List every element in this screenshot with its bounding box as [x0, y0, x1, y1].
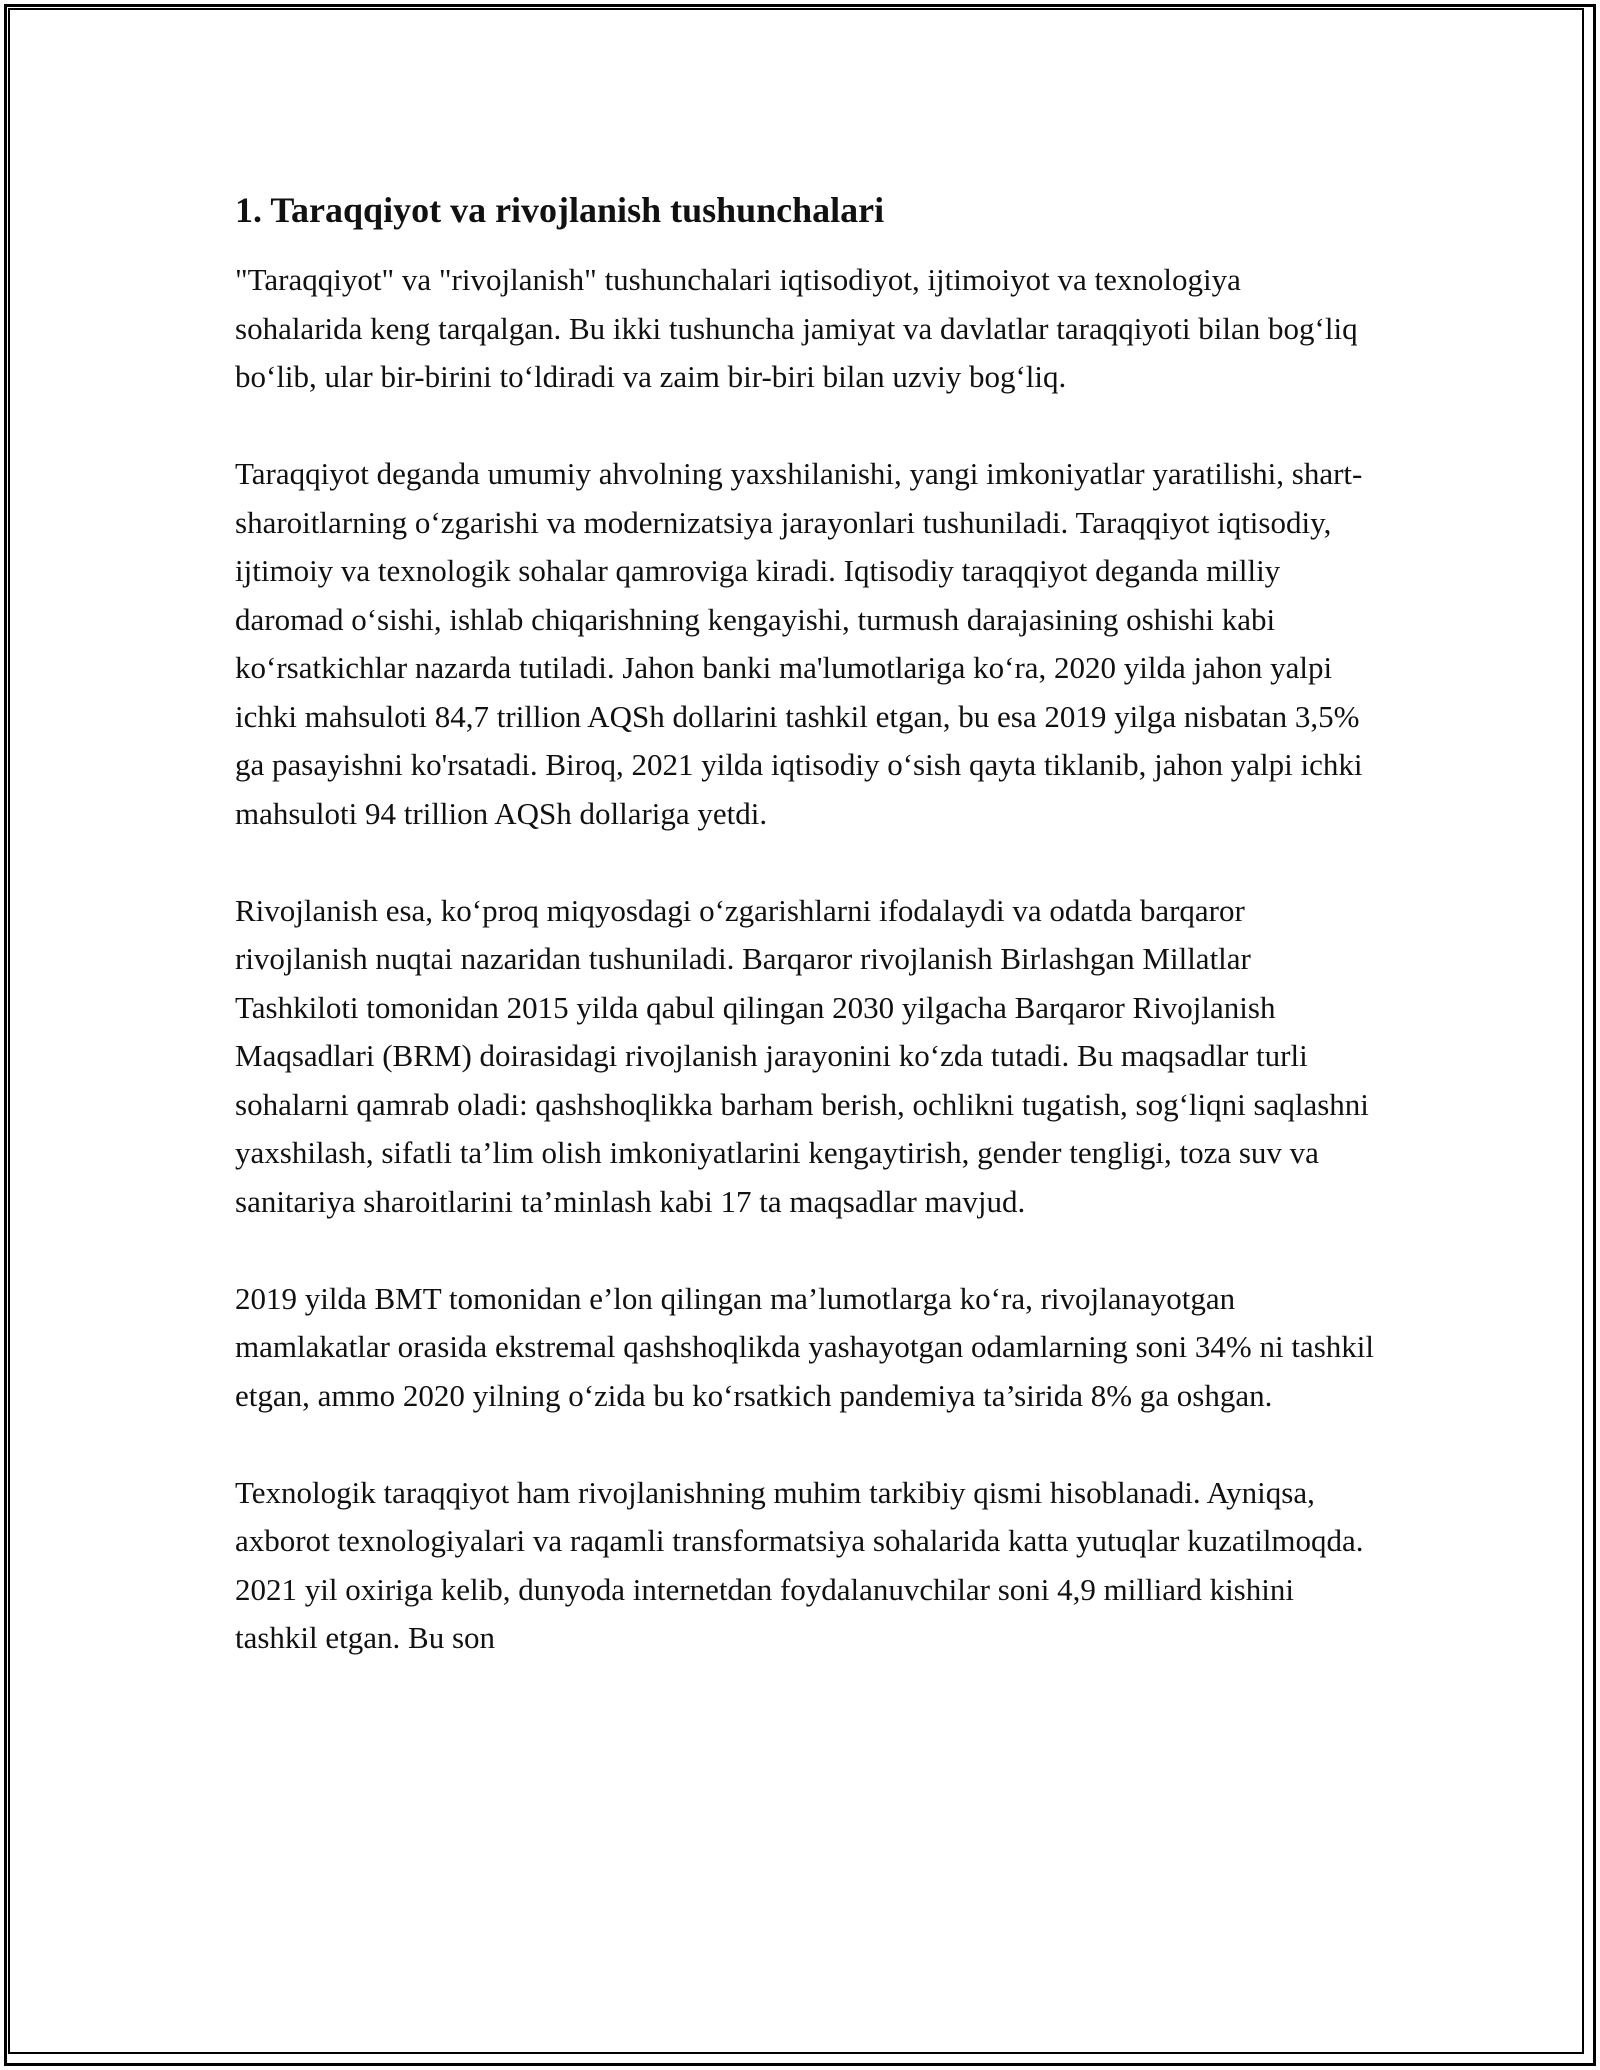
document-body [235, 186, 1375, 1663]
paragraph-2: Taraqqiyot deganda umumiy ahvolning yaxshilanishi, yangi imkoniyatlar yaratilishi, shart-sharoitlarning o‘zgarishi va modernizatsiya jarayonlari tushuniladi. Taraqqiyot iqtisodiy, ijtimoiy va texnologik sohalar qamroviga kiradi. Iqtisodiy taraqqiyot deganda milliy daromad o‘sishi, ishlab chiqarishning kengayishi, turmush darajasining oshishi kabi ko‘rsatkichlar nazarda tutiladi. Jahon banki ma'lumotlariga ko‘ra, 2020 yilda jahon yalpi ichki mahsuloti 84,7 trillion AQSh dollarini tashkil etgan, bu esa 2019 yilga nisbatan 3,5% ga pasayishni ko'rsatadi. Biroq, 2021 yilda iqtisodiy o‘sish qayta tiklanib, jahon yalpi ichki mahsuloti 94 trillion AQSh dollariga yetdi. [235, 456, 1363, 831]
paragraph-4: 2019 yilda BMT tomonidan e’lon qilingan ma’lumotlarga ko‘ra, rivojlanayotgan mamlakatlar orasida ekstremal qashshoqlikda yashayotgan odamlarning soni 34% ni tashkil etgan, ammo 2020 yilning o‘zida bu ko‘rsatkich pandemiya ta’sirida 8% ga oshgan. [235, 1280, 1374, 1413]
paragraph-3: Rivojlanish esa, ko‘proq miqyosdagi o‘zgarishlarni ifodalaydi va odatda barqaror rivojlanish nuqtai nazaridan tushuniladi. Barqaror rivojlanish Birlashgan Millatlar Tashkiloti tomonidan 2015 yilda qabul qilingan 2030 yilgacha Barqaror Rivojlanish Maqsadlari (BRM) doirasidagi rivojlanish jarayonini ko‘zda tutadi. Bu maqsadlar turli sohalarni qamrab oladi: qashshoqlikka barham berish, ochlikni tugatish, sog‘liqni saqlashni yaxshilash, sifatli ta’lim olish imkoniyatlarini kengaytirish, gender tengligi, toza suv va sanitariya sharoitlarini ta’minlash kabi 17 ta maqsadlar mavjud. [235, 892, 1369, 1219]
section-heading: 1. Taraqqiyot va rivojlanish tushunchalari [235, 190, 885, 230]
paragraph-5: Texnologik taraqqiyot ham rivojlanishning muhim tarkibiy qismi hisoblanadi. Ayniqsa, axborot texnologiyalari va raqamli transformatsiya sohalarida katta yutuqlar kuzatilmoqda. 2021 yil oxiriga kelib, dunyoda internetdan foydalanuvchilar soni 4,9 milliard kishini tashkil etgan. Bu son [235, 1474, 1364, 1655]
paragraph-1: "Taraqqiyot" va "rivojlanish" tushunchalari iqtisodiyot, ijtimoiyot va texnologiya sohalarida keng tarqalgan. Bu ikki tushuncha jamiyat va davlatlar taraqqiyoti bilan bog‘liq bo‘lib, ular bir-birini to‘ldiradi va zaim bir-biri bilan uzviy bog‘liq. [235, 262, 1358, 394]
